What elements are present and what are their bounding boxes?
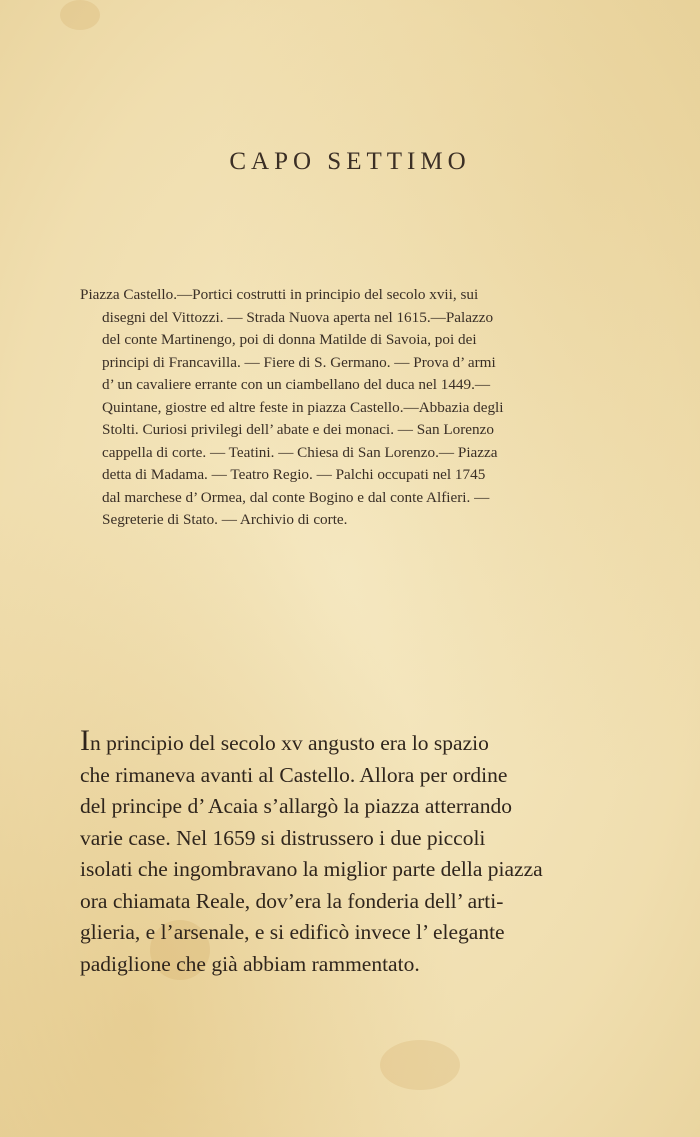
body-line: varie case. Nel 1659 si distrussero i due piccoli bbox=[80, 825, 486, 850]
summary-line: cappella di corte. — Teatini. — Chiesa di San Lorenzo.— Piazza bbox=[102, 443, 498, 461]
body-line: ora chiamata Reale, dov’era la fonderia dell’ arti- bbox=[80, 888, 504, 913]
body-line-text: n principio del secolo xv angusto era lo spazio bbox=[90, 731, 489, 755]
summary-line: Stolti. Curiosi privilegi dell’ abate e dei monaci. — San Lorenzo bbox=[102, 421, 494, 438]
summary-line: Segreterie di Stato. — Archivio di corte. bbox=[102, 511, 348, 528]
body-line: che rimaneva avanti al Castello. Allora per ordine bbox=[80, 762, 508, 787]
chapter-summary bbox=[80, 284, 642, 532]
body-line: del principe d’ Acaia s’allargò la piazza atterrando bbox=[80, 794, 512, 818]
chapter-title: CAPO SETTIMO bbox=[229, 148, 471, 175]
body-line bbox=[80, 724, 642, 760]
paper-stain bbox=[60, 0, 100, 30]
body-line: isolati che ingombravano la miglior parte della piazza bbox=[80, 857, 543, 881]
summary-line: Quintane, giostre ed altre feste in piazza Castello.—Abbazia degli bbox=[102, 398, 504, 416]
paper-stain bbox=[380, 1040, 460, 1090]
summary-line: del conte Martinengo, poi di donna Matilde di Savoia, poi dei bbox=[102, 331, 477, 348]
summary-line: Piazza Castello.—Portici costrutti in principio del secolo xvii, sui bbox=[80, 286, 479, 303]
summary-line: principi di Francavilla. — Fiere di S. Germano. — Prova d’ armi bbox=[102, 353, 496, 371]
summary-line: dal marchese d’ Ormea, dal conte Bogino e dal conte Alfieri. — bbox=[102, 488, 490, 506]
summary-line: d’ un cavaliere errante con un ciambellano del duca nel 1449.— bbox=[102, 376, 491, 393]
body-line: glieria, e l’arsenale, e si edificò invece l’ elegante bbox=[80, 920, 505, 944]
body-line: padiglione che già abbiam rammentato. bbox=[80, 951, 420, 976]
summary-line: disegni del Vittozzi. — Strada Nuova aperta nel 1615.—Palazzo bbox=[102, 308, 494, 326]
body-paragraph bbox=[80, 724, 642, 980]
summary-line: detta di Madama. — Teatro Regio. — Palchi occupati nel 1745 bbox=[102, 466, 486, 483]
drop-initial: I bbox=[80, 724, 90, 757]
